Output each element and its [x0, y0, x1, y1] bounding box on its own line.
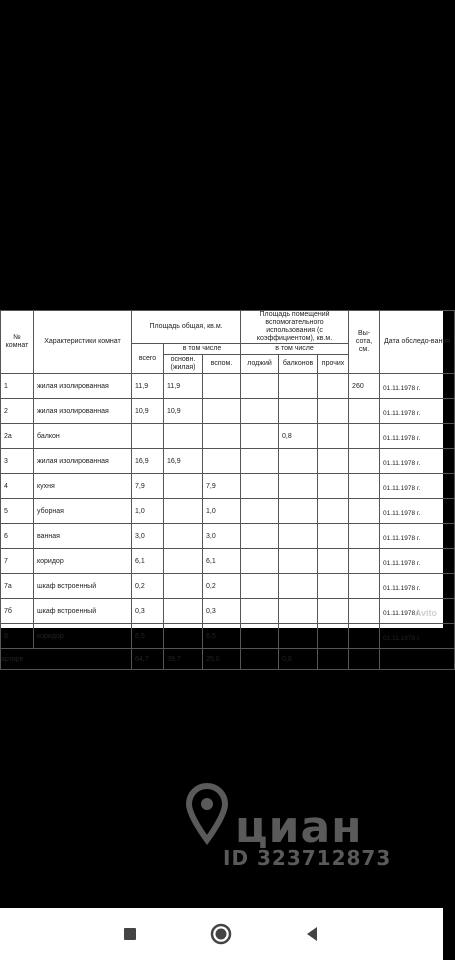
col-main-header: основн. (жилая)	[164, 355, 203, 374]
row-loggia	[241, 549, 279, 574]
row-num: 3	[1, 449, 34, 474]
col-area-incl-header: в том числе	[164, 344, 241, 355]
total-other	[318, 649, 349, 670]
avito-watermark: Avito	[414, 608, 437, 618]
row-date: 01.11.1978 г.	[380, 624, 455, 649]
row-height	[349, 549, 380, 574]
cian-logo-icon	[185, 784, 229, 844]
row-balcony	[279, 499, 318, 524]
total-height	[349, 649, 380, 670]
row-loggia	[241, 624, 279, 649]
row-other	[318, 574, 349, 599]
listing-id-text: ID 323712873	[223, 846, 392, 870]
col-height-header: Вы-сота, см.	[349, 311, 380, 374]
row-loggia	[241, 399, 279, 424]
total-aux: 25,0	[203, 649, 241, 670]
col-aux-header: вспом.	[203, 355, 241, 374]
row-loggia	[241, 599, 279, 624]
row-loggia	[241, 499, 279, 524]
row-aux: 0,2	[203, 574, 241, 599]
row-loggia	[241, 574, 279, 599]
cian-brand-text: циан	[235, 802, 363, 853]
row-balcony	[279, 574, 318, 599]
row-height	[349, 499, 380, 524]
row-main	[164, 599, 203, 624]
col-loggia-header: лоджий	[241, 355, 279, 374]
row-loggia	[241, 524, 279, 549]
home-circle-icon[interactable]	[209, 922, 233, 946]
row-main	[164, 624, 203, 649]
row-aux: 3,0	[203, 524, 241, 549]
row-height	[349, 599, 380, 624]
col-balcony-header: балконов	[279, 355, 318, 374]
row-other	[318, 474, 349, 499]
row-date: 01.11.1978 г.	[380, 599, 455, 624]
row-aux	[203, 374, 241, 399]
col-desc-header: Характеристики комнат	[34, 311, 132, 374]
row-all: 16,9	[132, 449, 164, 474]
row-all: 0,3	[132, 599, 164, 624]
row-height	[349, 449, 380, 474]
row-date: 01.11.1978 г.	[380, 399, 455, 424]
col-all-header: всего	[132, 344, 164, 374]
row-num: 7а	[1, 574, 34, 599]
col-other-header: прочих	[318, 355, 349, 374]
row-main	[164, 524, 203, 549]
table-row	[1, 524, 455, 549]
total-all: 64,7	[132, 649, 164, 670]
row-other	[318, 424, 349, 449]
row-date: 01.11.1978 г.	[380, 524, 455, 549]
row-balcony	[279, 524, 318, 549]
table-row	[1, 599, 455, 624]
row-desc: балкон	[34, 424, 132, 449]
total-loggia	[241, 649, 279, 670]
row-all: 6,5	[132, 624, 164, 649]
row-balcony	[279, 399, 318, 424]
col-date-header: Дата обследо-вания	[380, 311, 455, 374]
row-desc: шкаф встроенный	[34, 574, 132, 599]
row-all: 0,2	[132, 574, 164, 599]
col-aux-incl-header: в том числе	[241, 344, 349, 355]
total-main: 39,7	[164, 649, 203, 670]
row-main	[164, 549, 203, 574]
cian-watermark	[185, 780, 405, 870]
table-row	[1, 574, 455, 599]
row-other	[318, 549, 349, 574]
row-balcony	[279, 474, 318, 499]
row-desc: коридор	[34, 549, 132, 574]
row-num: 5	[1, 499, 34, 524]
row-loggia	[241, 374, 279, 399]
row-other	[318, 599, 349, 624]
row-loggia	[241, 474, 279, 499]
row-aux: 6,1	[203, 549, 241, 574]
col-aux-area-header: Площадь помещений вспомогательного использования (с коэффициентом), кв.м.	[241, 311, 349, 344]
row-aux	[203, 424, 241, 449]
row-all: 3,0	[132, 524, 164, 549]
row-main	[164, 574, 203, 599]
row-balcony	[279, 374, 318, 399]
row-aux: 6,5	[203, 624, 241, 649]
table-row	[1, 499, 455, 524]
rooms-table	[0, 310, 455, 670]
table-row	[1, 424, 455, 449]
total-label: артире	[1, 649, 132, 670]
row-all: 7,9	[132, 474, 164, 499]
row-balcony	[279, 599, 318, 624]
table-row	[1, 549, 455, 574]
table-total-row	[1, 649, 455, 670]
row-desc: ванная	[34, 524, 132, 549]
row-loggia	[241, 449, 279, 474]
table-row	[1, 374, 455, 399]
row-date: 01.11.1978 г.	[380, 449, 455, 474]
row-height	[349, 474, 380, 499]
row-date: 01.11.1978 г.	[380, 474, 455, 499]
row-num: 7	[1, 549, 34, 574]
row-date: 01.11.1978 г.	[380, 424, 455, 449]
back-triangle-icon[interactable]	[300, 922, 324, 946]
col-area-total-header: Площадь общая, кв.м.	[132, 311, 241, 344]
row-all: 11,9	[132, 374, 164, 399]
row-aux: 0,3	[203, 599, 241, 624]
col-num-header: № комнат	[1, 311, 34, 374]
row-main	[164, 424, 203, 449]
row-desc: шкаф встроенный	[34, 599, 132, 624]
row-desc: жилая изолированная	[34, 449, 132, 474]
row-height	[349, 399, 380, 424]
row-main	[164, 474, 203, 499]
android-nav-bar	[0, 908, 443, 960]
row-aux: 7,9	[203, 474, 241, 499]
document-scan	[0, 310, 451, 663]
row-balcony	[279, 624, 318, 649]
row-all: 1,0	[132, 499, 164, 524]
row-desc: уборная	[34, 499, 132, 524]
row-other	[318, 449, 349, 474]
table-row	[1, 449, 455, 474]
row-desc: кухня	[34, 474, 132, 499]
row-other	[318, 624, 349, 649]
table-row	[1, 399, 455, 424]
row-desc: жилая изолированная	[34, 374, 132, 399]
row-desc: жилая изолированная	[34, 399, 132, 424]
row-date: 01.11.1978 г.	[380, 499, 455, 524]
row-aux: 1,0	[203, 499, 241, 524]
row-num: 2	[1, 399, 34, 424]
row-num: 4	[1, 474, 34, 499]
row-balcony: 0,8	[279, 424, 318, 449]
row-main	[164, 499, 203, 524]
row-main: 11,9	[164, 374, 203, 399]
row-other	[318, 499, 349, 524]
recents-square-icon[interactable]	[118, 922, 142, 946]
row-other	[318, 374, 349, 399]
row-date: 01.11.1978 г.	[380, 574, 455, 599]
row-aux	[203, 399, 241, 424]
row-other	[318, 399, 349, 424]
row-all: 10,9	[132, 399, 164, 424]
total-date	[380, 649, 455, 670]
row-num: 2а	[1, 424, 34, 449]
row-loggia	[241, 424, 279, 449]
total-balcony: 0,8	[279, 649, 318, 670]
row-balcony	[279, 449, 318, 474]
row-num: 8	[1, 624, 34, 649]
row-main: 10,9	[164, 399, 203, 424]
row-date: 01.11.1978 г.	[380, 374, 455, 399]
table-row	[1, 624, 455, 649]
table-row	[1, 474, 455, 499]
row-num: 1	[1, 374, 34, 399]
row-desc: коридор	[34, 624, 132, 649]
row-balcony	[279, 549, 318, 574]
row-aux	[203, 449, 241, 474]
row-all	[132, 424, 164, 449]
row-other	[318, 524, 349, 549]
row-height	[349, 524, 380, 549]
table-body	[1, 374, 455, 649]
row-height	[349, 574, 380, 599]
row-all: 6,1	[132, 549, 164, 574]
row-height: 260	[349, 374, 380, 399]
row-height	[349, 424, 380, 449]
row-date: 01.11.1978 г.	[380, 549, 455, 574]
row-main: 16,9	[164, 449, 203, 474]
row-num: 7б	[1, 599, 34, 624]
row-num: 6	[1, 524, 34, 549]
row-height	[349, 624, 380, 649]
